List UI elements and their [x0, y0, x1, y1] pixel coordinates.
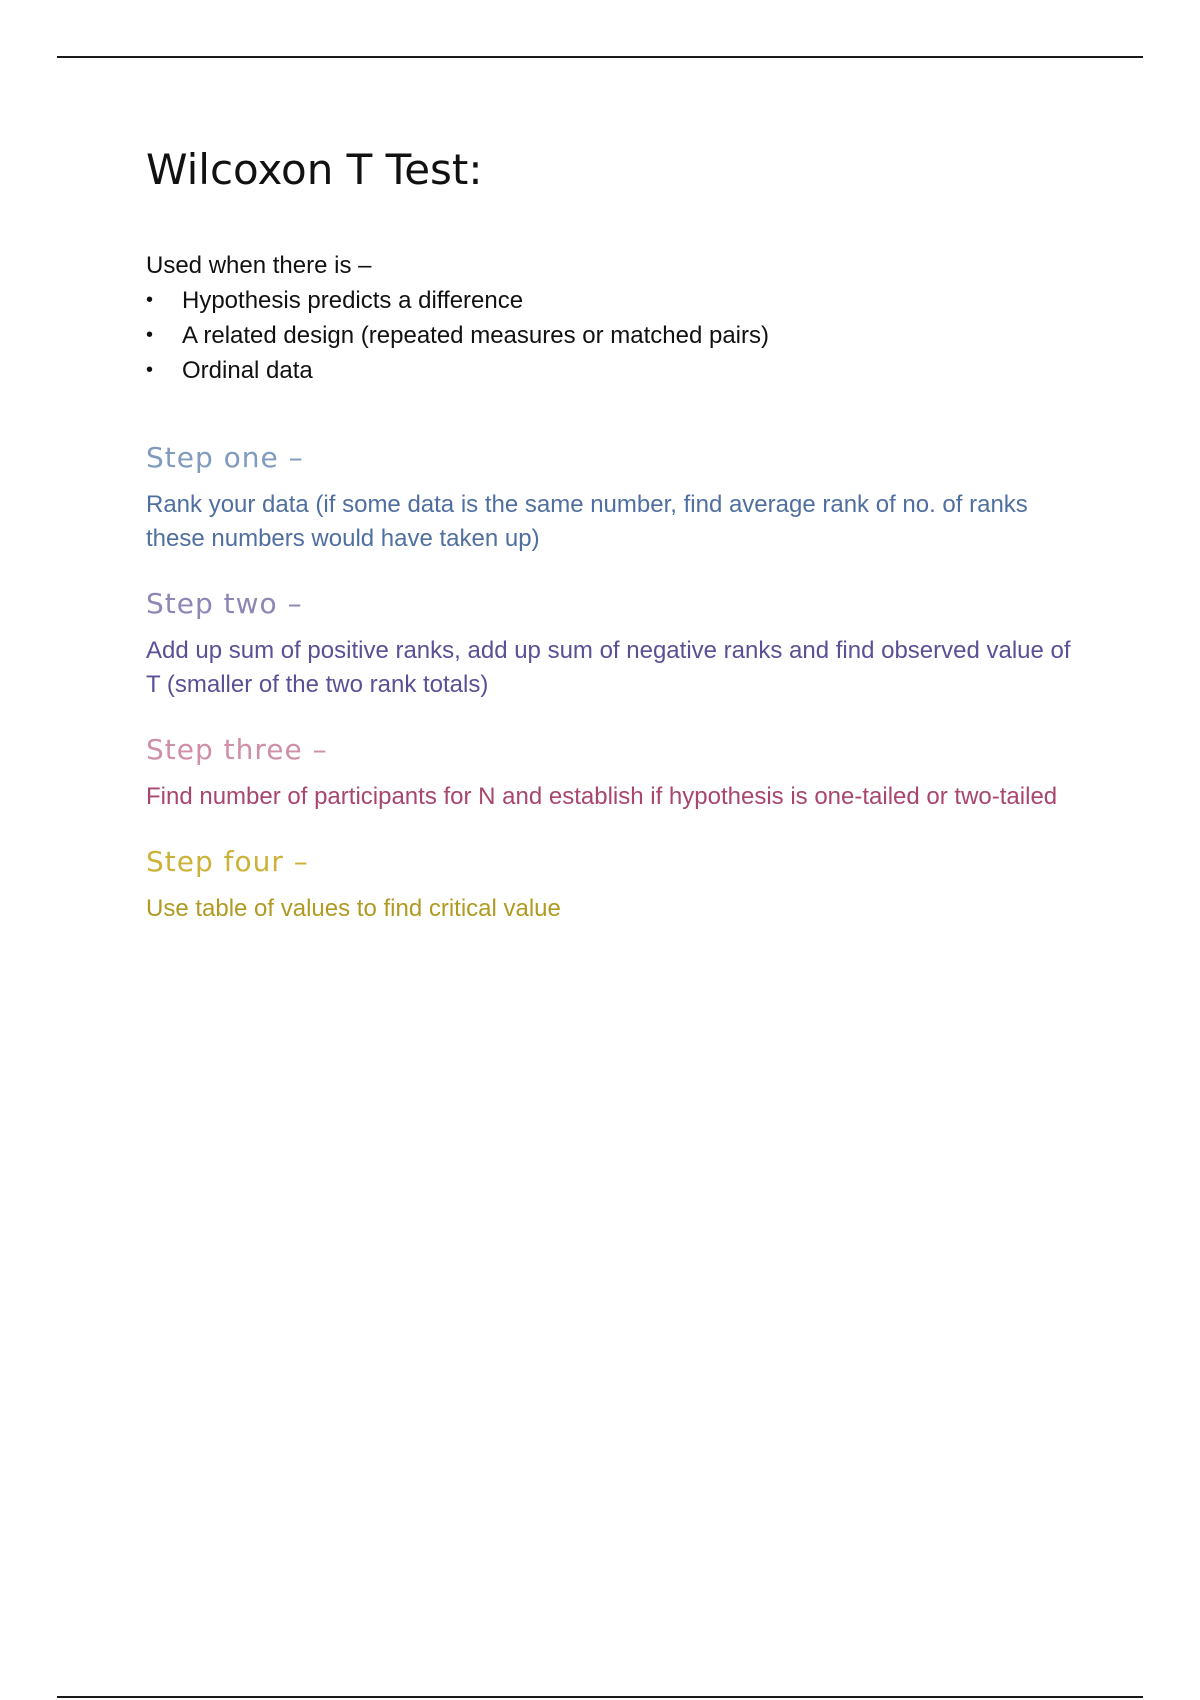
step-two-heading: Step two – [146, 587, 303, 620]
step-one-heading: Step one – [146, 441, 304, 474]
bullet-icon: • [146, 359, 154, 381]
list-item [146, 353, 1076, 388]
page-title: Wilcoxon T Test: [146, 145, 483, 194]
criteria-list [146, 283, 1076, 388]
step-four-heading: Step four – [146, 845, 309, 878]
step-four-section [146, 842, 1076, 926]
list-item [146, 283, 1076, 318]
list-item-text: Ordinal data [182, 357, 313, 384]
top-rule [57, 56, 1143, 58]
list-item-text: Hypothesis predicts a difference [182, 287, 524, 314]
intro-text: Used when there is – [146, 252, 372, 279]
step-three-body: Find number of participants for N and establish if hypothesis is one-tailed or two-tailed [146, 783, 1058, 810]
step-two-body: Add up sum of positive ranks, add up sum of negative ranks and find observed value of T (smaller of the two rank totals) [146, 637, 1071, 698]
bullet-icon: • [146, 289, 154, 311]
step-one-section [146, 438, 1076, 556]
step-three-section [146, 730, 1076, 814]
step-three-heading: Step three – [146, 733, 328, 766]
step-four-body: Use table of values to find critical value [146, 895, 561, 922]
list-item [146, 318, 1076, 353]
step-two-section [146, 584, 1076, 702]
bottom-rule [57, 1696, 1143, 1698]
document-body [146, 140, 1076, 926]
bullet-icon: • [146, 324, 154, 346]
list-item-text: A related design (repeated measures or matched pairs) [182, 322, 769, 349]
step-one-body: Rank your data (if some data is the same number, find average rank of no. of ranks these numbers would have taken up) [146, 491, 1028, 552]
